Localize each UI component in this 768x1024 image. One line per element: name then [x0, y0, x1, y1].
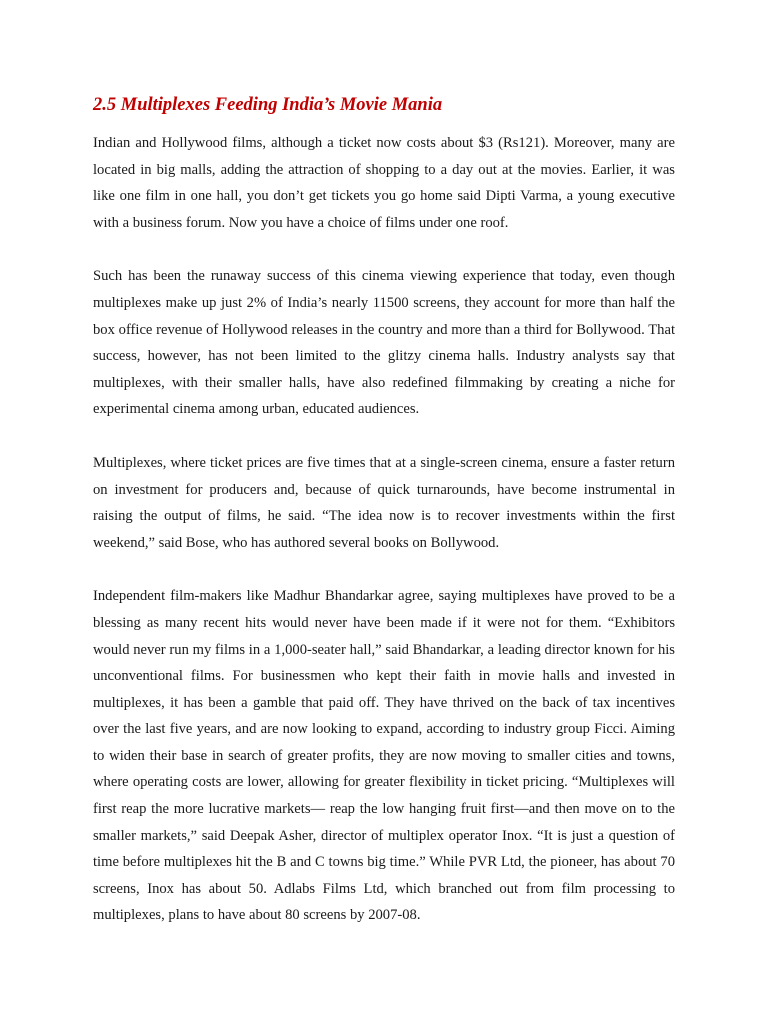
paragraph-2: Such has been the runaway success of this cinema viewing experience that today, even though multiplexes make up just 2% of India’s nearly 11500 screens, they account for more than half the box office revenue of Hollywood releases in the country and more than a third for Bollywood. That success, however, has not been limited to the glitzy cinema halls. Industry analysts say that multiplexes, with their smaller halls, have also redefined filmmaking by creating a niche for experimental cinema among urban, educated audiences. — [93, 268, 675, 418]
paragraph-3: Multiplexes, where ticket prices are five times that at a single-screen cinema, ensure a faster return on investment for producers and, because of quick turnarounds, have become instrumental in raising the output of films, he said. “The idea now is to recover investments within the first weekend,” said Bose, who has authored several books on Bollywood. — [93, 454, 675, 551]
section-heading: 2.5 Multiplexes Feeding India’s Movie Mania — [93, 95, 443, 115]
paragraph-1: Indian and Hollywood films, although a ticket now costs about $3 (Rs121). Moreover, many are located in big malls, adding the attraction of shopping to a day out at the movies. Earlier, it was like one film in one hall, you don’t get tickets you go home said Dipti Varma, a young executive with a business forum. Now you have a choice of films under one roof. — [93, 135, 675, 231]
document-page — [93, 92, 675, 929]
paragraph-4: Independent film-makers like Madhur Bhandarkar agree, saying multiplexes have proved to be a blessing as many recent hits would never have been made if it were not for them. “Exhibitors would never run my films in a 1,000-seater hall,” said Bhandarkar, a leading director known for his unconventional films. For businessmen who kept their faith in movie halls and invested in multiplexes, it has been a gamble that paid off. They have thrived on the back of tax incentives over the last five years, and are now looking to expand, according to industry group Ficci. Aiming to widen their base in search of greater profits, they are now moving to smaller cities and towns, where operating costs are lower, allowing for greater flexibility in ticket pricing. “Multiplexes will first reap the more lucrative markets— reap the low hanging fruit first—and then move on to the smaller markets,” said Deepak Asher, director of multiplex operator Inox. “It is just a question of time before multiplexes hit the B and C towns big time.” While PVR Ltd, the pioneer, has about 70 screens, Inox has about 50. Adlabs Films Ltd, which branched out from film processing to multiplexes, plans to have about 80 screens by 2007-08. — [93, 588, 675, 924]
